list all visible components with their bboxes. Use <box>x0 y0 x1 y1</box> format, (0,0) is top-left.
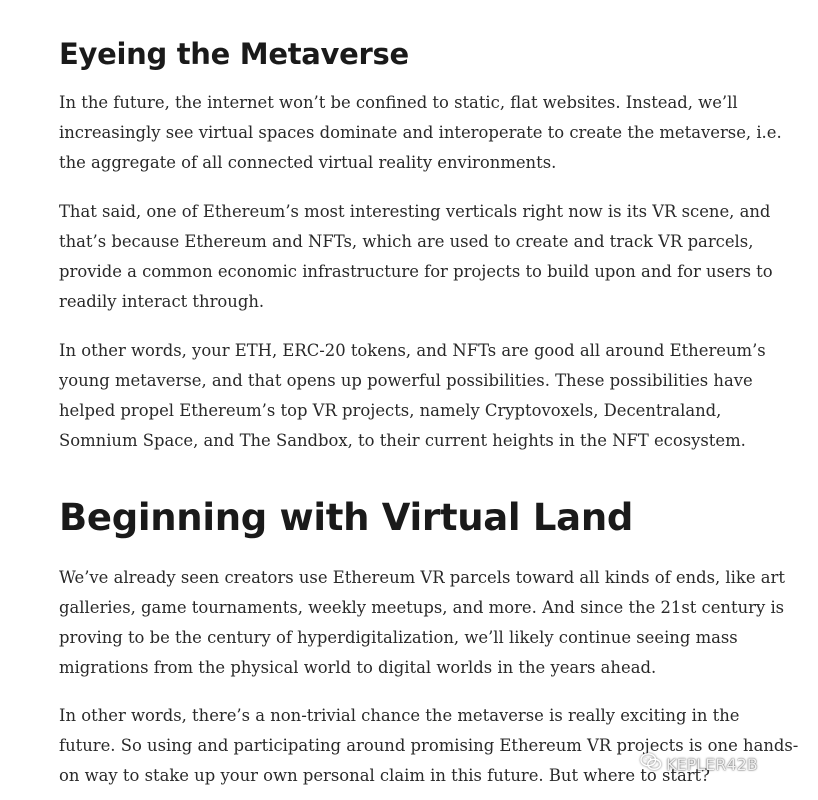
paragraph: In the future, the internet won’t be confined to static, flat websites. Instead, we’ll increasingly see virtual spaces dominate and interoperate to create the metaverse, i.e. the aggregate of all connected virtual reality environments. <box>59 93 782 172</box>
paragraph: That said, one of Ethereum’s most interesting verticals right now is its VR scene, and that’s because Ethereum and NFTs, which are used to create and track VR parcels, provide a common economic infrastructure for projects to build upon and for users to readily interact through. <box>59 202 773 311</box>
paragraph: We’ve already seen creators use Ethereum VR parcels toward all kinds of ends, like art galleries, game tournaments, weekly meetups, and more. And since the 21st century is proving to be the century of hyperdigitalization, we’ll likely continue seeing mass migrations from the physical world to digital worlds in the years ahead. <box>59 568 785 677</box>
paragraph: In other words, your ETH, ERC-20 tokens, and NFTs are good all around Ethereum’s young metaverse, and that opens up powerful possibilities. These possibilities have helped propel Ethereum’s top VR projects, namely Cryptovoxels, Decentraland, Somnium Space, and The Sandbox, to their current heights in the NFT ecosystem. <box>59 341 766 450</box>
section-heading-virtual-land: Beginning with Virtual Land <box>59 496 634 539</box>
paragraph: In other words, there’s a non-trivial chance the metaverse is really exciting in the future. So using and participating around promising Ethereum VR projects is one hands-on way to stake up your own personal claim in this future. But where to start? <box>59 706 799 785</box>
watermark-text: KEPLER42B <box>666 754 758 774</box>
section-heading-metaverse: Eyeing the Metaverse <box>59 37 409 71</box>
